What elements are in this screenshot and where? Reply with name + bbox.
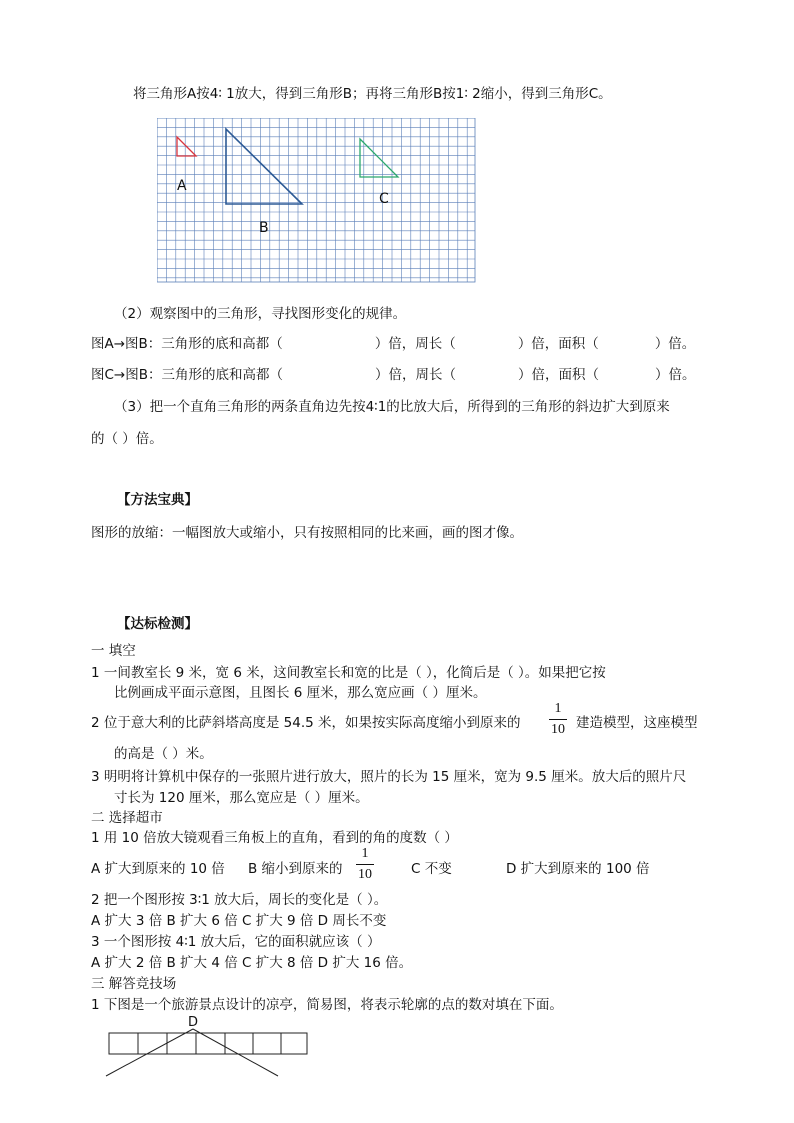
c3-options: A 扩大 2 倍 B 扩大 4 倍 C 扩大 8 倍 D 扩大 16 倍。 (91, 955, 413, 971)
q1-line1: 1 一间教室长 9 米，宽 6 米，这间教室长和宽的比是（ ），化简后是（ ）。如果把它按 (91, 665, 606, 681)
c3-question: 3 一个图形按 4∶1 放大后，它的面积就应该（ ） (91, 934, 381, 950)
q2-frac-den: 10 (551, 722, 565, 737)
q3-line2: 寸长为 120 厘米，那么宽应是（ ）厘米。 (114, 790, 369, 806)
row1-t2: ）倍，面积（ (517, 336, 599, 352)
section-choice: 二 选择超市 (91, 810, 163, 826)
c1-option-b: B 缩小到原来的 (248, 861, 343, 877)
part2-row2 (91, 363, 696, 383)
q2-frac-num: 1 (554, 701, 562, 716)
label-c: C (379, 191, 389, 207)
c2-options: A 扩大 3 倍 B 扩大 6 倍 C 扩大 9 倍 D 周长不变 (91, 913, 387, 929)
q2-fraction (549, 701, 567, 738)
c1-frac-den: 10 (358, 867, 372, 882)
label-a: A (177, 178, 187, 194)
a1-question: 1 下图是一个旅游景点设计的凉亭，简易图，将表示轮廓的点的数对填在下面。 (91, 997, 563, 1013)
row2-t2: ）倍，面积（ (518, 367, 599, 383)
part3-line1: （3）把一个直角三角形的两条直角边先按4∶1的比放大后，所得到的三角形的斜边扩大到原来 (114, 399, 670, 415)
row2-t3: ）倍。 (655, 367, 696, 383)
c1-frac-num: 1 (361, 846, 369, 861)
q3-line1: 3 明明将计算机中保存的一张照片进行放大，照片的长为 15 厘米，宽为 9.5 厘米。放大后的照片尺 (91, 769, 687, 785)
c1-option-d: D 扩大到原来的 100 倍 (506, 861, 650, 877)
label-b: B (259, 220, 269, 236)
q1-line2: 比例画成平面示意图，且图长 6 厘米，那么宽应画（ ）厘米。 (114, 685, 487, 701)
pavilion-label-d: D (188, 1015, 199, 1030)
row1-t3: ）倍。 (654, 336, 696, 352)
triangle-b (226, 129, 302, 204)
row2-head: 图C→图B：三角形的底和高都（ (91, 367, 283, 383)
part2-row1 (91, 332, 695, 352)
c1-question: 1 用 10 倍放大镜观看三角板上的直角，看到的角的度数（ ） (91, 830, 458, 846)
section-fill: 一 填空 (91, 643, 136, 659)
intro-text: 将三角形A按4∶ 1放大，得到三角形B；再将三角形B按1∶ 2缩小，得到三角形C。 (133, 86, 612, 102)
c1-option-a: A 扩大到原来的 10 倍 (91, 861, 225, 877)
q2-line1: 2 位于意大利的比萨斜塔高度是 54.5 米，如果按实际高度缩小到原来的 (91, 715, 521, 731)
c1-fraction (356, 846, 374, 883)
part2-question: （2）观察图中的三角形，寻找图形变化的规律。 (114, 306, 407, 322)
grid-lines (157, 118, 475, 282)
row2-t1: ）倍，周长（ (375, 367, 456, 383)
c1-option-c: C 不变 (411, 861, 452, 877)
pavilion-diagram (100, 1028, 315, 1080)
section-answer: 三 解答竞技场 (91, 976, 177, 992)
grid-border (157, 118, 475, 282)
triangle-grid-figure (157, 118, 477, 284)
test-title: 【达标检测】 (117, 616, 198, 632)
q2-line1-end: 建造模型，这座模型 (576, 715, 698, 731)
row1-head: 图A→图B：三角形的底和高都（ (91, 336, 283, 352)
method-title: 【方法宝典】 (117, 492, 198, 508)
q2-line2: 的高是（ ）米。 (114, 746, 213, 762)
method-text: 图形的放缩：一幅图放大或缩小，只有按照相同的比来画，画的图才像。 (91, 525, 523, 541)
part3-line2: 的（ ）倍。 (91, 431, 163, 447)
c2-question: 2 把一个图形按 3∶1 放大后，周长的变化是（ ）。 (91, 892, 388, 908)
row1-t1: ）倍，周长（ (374, 336, 456, 352)
